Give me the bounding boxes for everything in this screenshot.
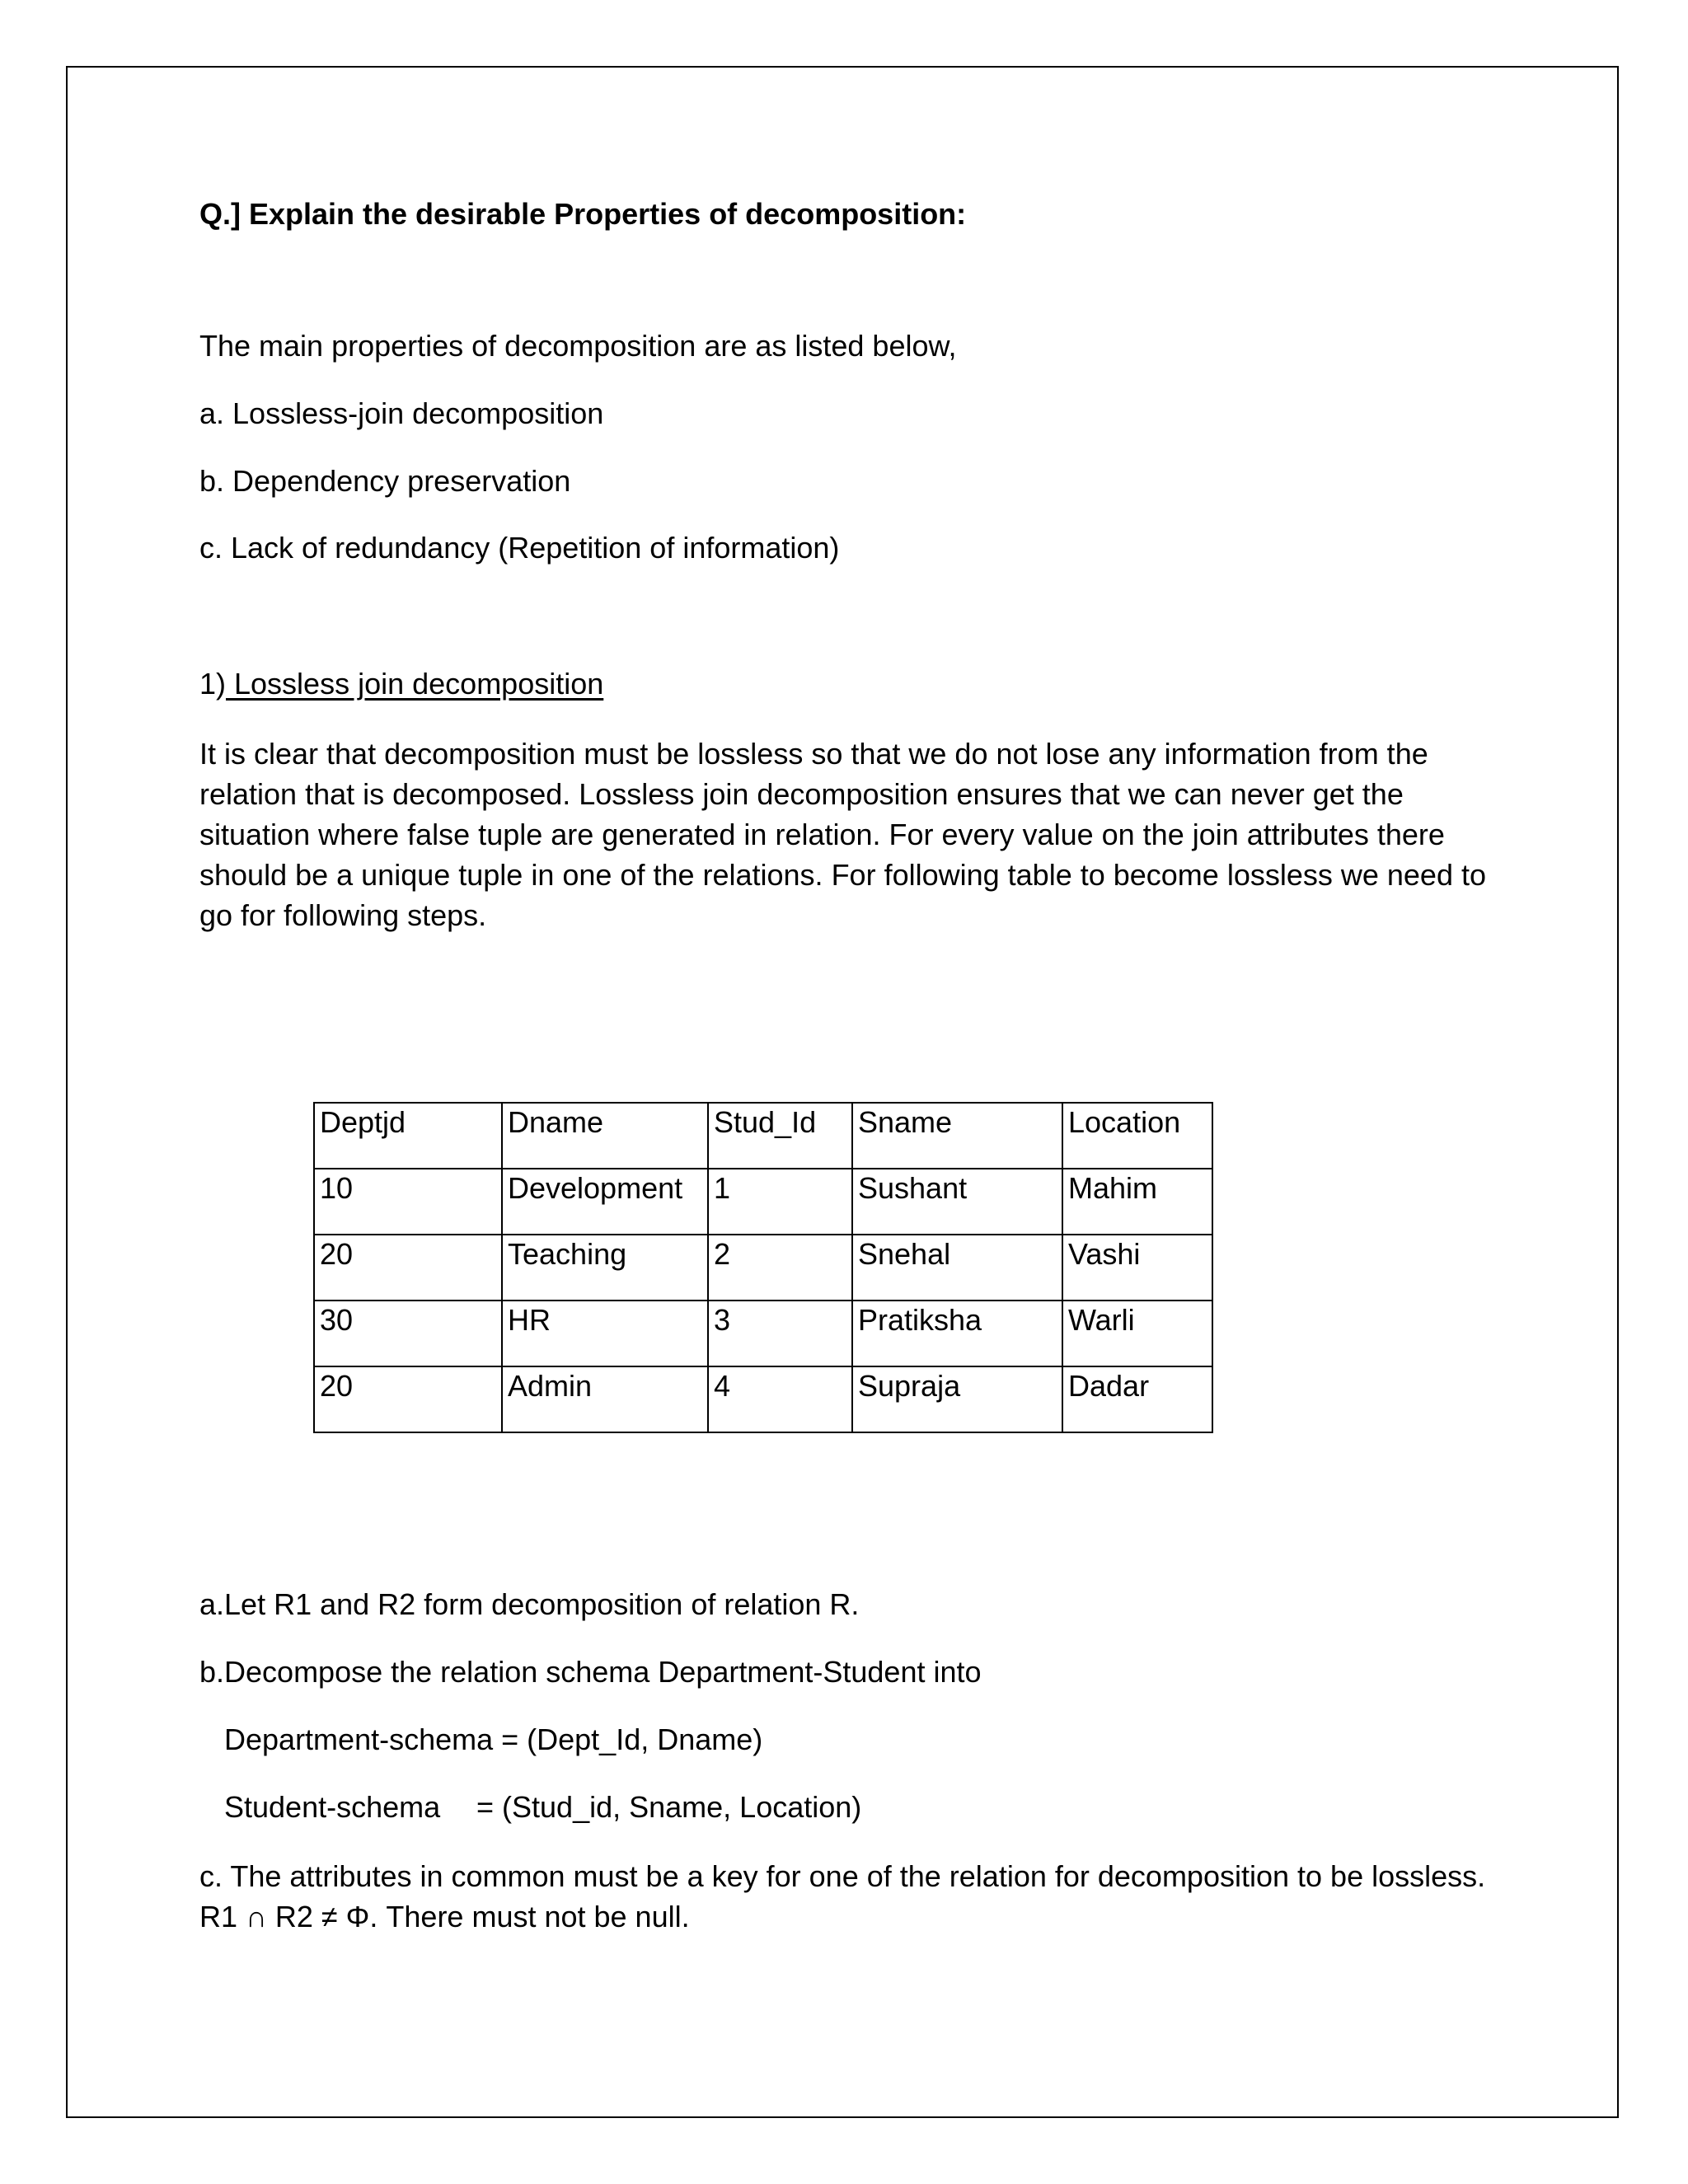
table-cell: Teaching	[502, 1235, 708, 1301]
table-header-cell: Sname	[852, 1103, 1062, 1169]
table-cell: Snehal	[852, 1235, 1062, 1301]
table-cell: Supraja	[852, 1366, 1062, 1432]
table-cell: Sushant	[852, 1169, 1062, 1235]
step-c: c. The attributes in common must be a key for one of the relation for decomposition to be lossless. R1 ∩ R2 ≠ Φ. There must not be null.	[199, 1859, 1486, 1933]
table-cell: 4	[708, 1366, 852, 1432]
table-cell: Development	[502, 1169, 708, 1235]
table-cell: HR	[502, 1301, 708, 1366]
section-title-text: Lossless join decomposition	[226, 667, 604, 701]
table-row	[314, 1366, 1212, 1432]
section-paragraph: It is clear that decomposition must be lossless so that we do not lose any information from the relation that is decomposed. Lossless join decomposition ensures that we can never get the situation where false tuple are generated in relation. For every value on the join attributes there should be a unique tuple in one of the relations. For following table to become lossless we need to go for following steps.	[199, 737, 1486, 932]
step-b: b.Decompose the relation schema Department-Student into	[199, 1655, 982, 1689]
table-cell: Warli	[1062, 1301, 1212, 1366]
student-schema-value: = (Stud_id, Sname, Location)	[476, 1790, 862, 1824]
table-cell: 20	[314, 1235, 502, 1301]
intro-text: The main properties of decomposition are as listed below,	[199, 329, 957, 363]
question-heading: Q.] Explain the desirable Properties of decomposition:	[199, 197, 967, 231]
table-cell: 20	[314, 1366, 502, 1432]
section-number: 1)	[199, 667, 227, 701]
department-schema: Department-schema = (Dept_Id, Dname)	[224, 1722, 763, 1756]
table-header-cell: Stud_Id	[708, 1103, 852, 1169]
property-item: a. Lossless-join decomposition	[199, 396, 604, 430]
table-header-cell: Deptjd	[314, 1103, 502, 1169]
table-cell: Vashi	[1062, 1235, 1212, 1301]
section-title	[199, 664, 603, 704]
table-cell: 2	[708, 1235, 852, 1301]
table-cell: 3	[708, 1301, 852, 1366]
table-header-cell: Dname	[502, 1103, 708, 1169]
table-row	[314, 1301, 1212, 1366]
step-a: a.Let R1 and R2 form decomposition of relation R.	[199, 1587, 860, 1621]
department-student-table	[313, 1102, 1213, 1433]
table-header-row	[314, 1103, 1212, 1169]
table-cell: 10	[314, 1169, 502, 1235]
table-row	[314, 1169, 1212, 1235]
table-cell: Pratiksha	[852, 1301, 1062, 1366]
property-item: c. Lack of redundancy (Repetition of information)	[199, 531, 840, 565]
table-row	[314, 1235, 1212, 1301]
student-schema-label: Student-schema	[224, 1790, 441, 1824]
table-cell: 1	[708, 1169, 852, 1235]
table-cell: 30	[314, 1301, 502, 1366]
table-header-cell: Location	[1062, 1103, 1212, 1169]
table-cell: Mahim	[1062, 1169, 1212, 1235]
table-cell: Dadar	[1062, 1366, 1212, 1432]
table-cell: Admin	[502, 1366, 708, 1432]
property-item: b. Dependency preservation	[199, 464, 571, 498]
